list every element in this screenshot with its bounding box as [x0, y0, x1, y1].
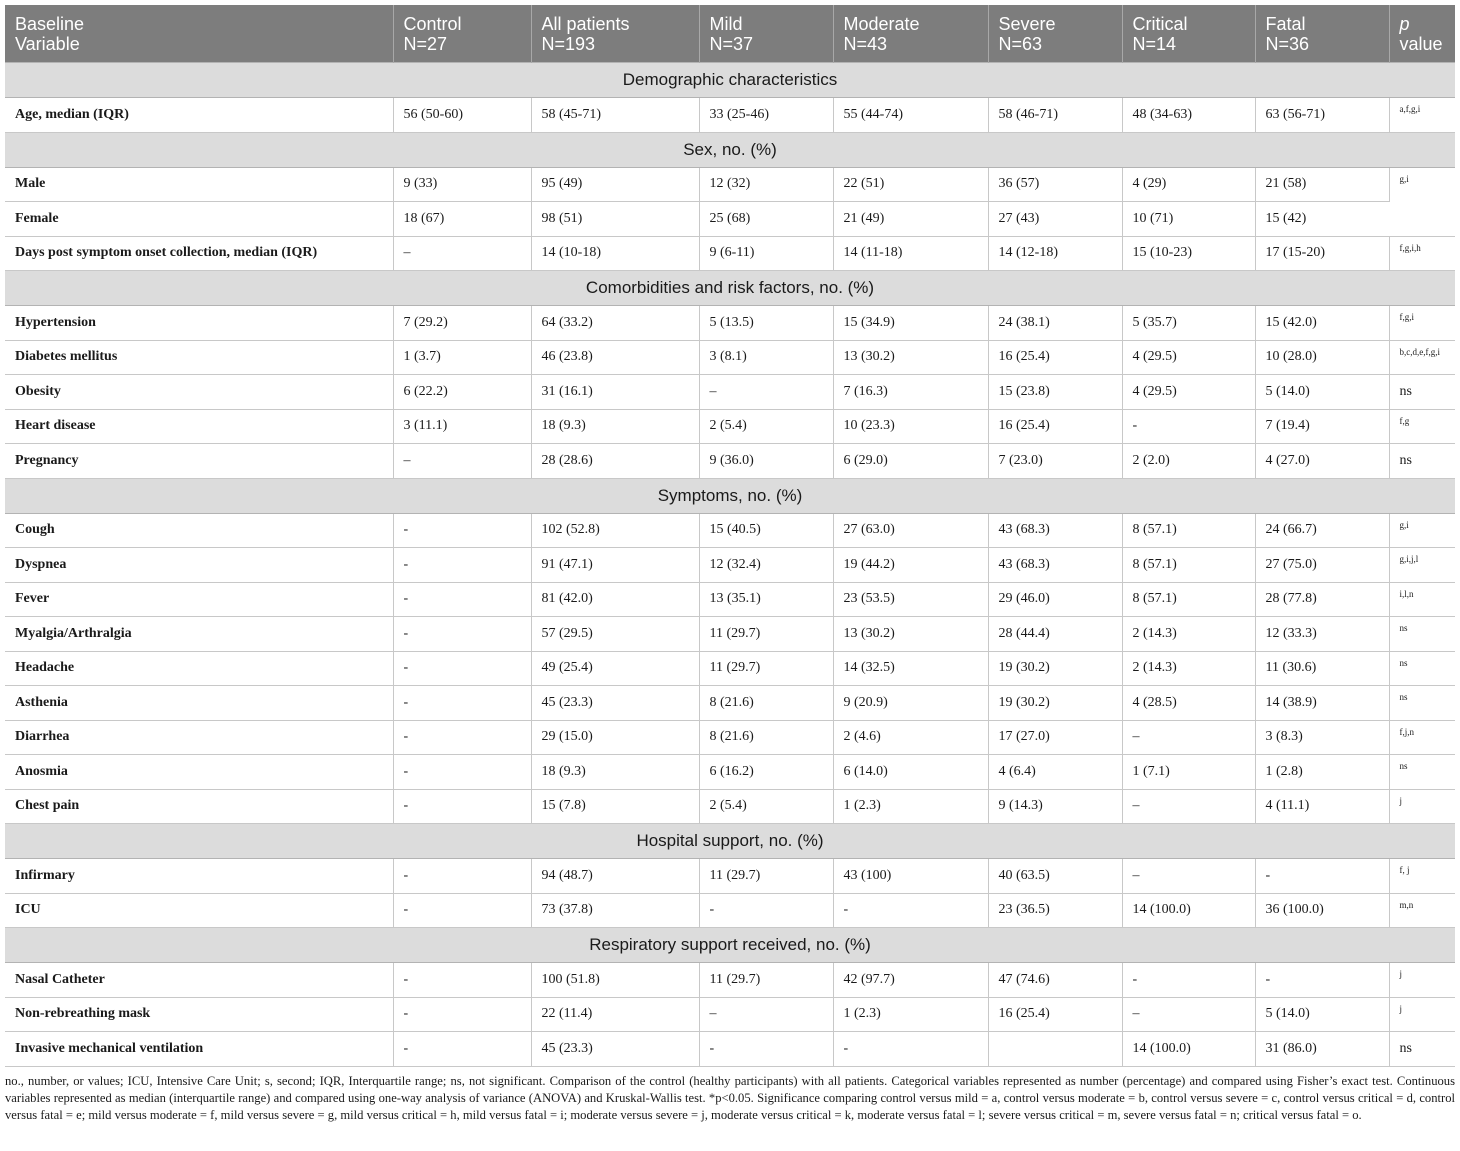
cell-fatal: 10 (28.0) — [1255, 340, 1389, 375]
p-value-text: a,f,g,i — [1399, 104, 1421, 114]
cell-severe: 36 (57) — [988, 167, 1122, 202]
cell-p-value — [1389, 306, 1455, 341]
cell-p-value — [1389, 548, 1455, 583]
p-value-text: b,c,d,e,f,g,i — [1399, 346, 1440, 357]
table-row — [5, 202, 1455, 237]
cell-p-value — [1389, 409, 1455, 444]
section-header-row — [5, 63, 1455, 98]
cell-severe: 24 (38.1) — [988, 306, 1122, 341]
section-title: Respiratory support received, no. (%) — [5, 928, 1455, 963]
cell-p-value — [1389, 789, 1455, 824]
cell-control: - — [393, 997, 531, 1032]
cell-fatal: - — [1255, 963, 1389, 998]
cell-fatal: 15 (42.0) — [1255, 306, 1389, 341]
header-moderate — [833, 5, 988, 63]
p-value-text: ns — [1399, 761, 1408, 771]
cell-severe: 16 (25.4) — [988, 409, 1122, 444]
cell-control: 3 (11.1) — [393, 409, 531, 444]
cell-mild: 11 (29.7) — [699, 651, 833, 686]
cell-critical: 10 (71) — [1122, 202, 1255, 237]
cell-variable: Days post symptom onset collection, median (IQR) — [5, 236, 393, 271]
cell-control: - — [393, 617, 531, 652]
cell-all-patients: 57 (29.5) — [531, 617, 699, 652]
cell-moderate: 14 (32.5) — [833, 651, 988, 686]
cell-moderate: 22 (51) — [833, 167, 988, 202]
cell-critical: – — [1122, 859, 1255, 894]
cell-fatal: 5 (14.0) — [1255, 375, 1389, 410]
table-row — [5, 997, 1455, 1032]
cell-variable: Diabetes mellitus — [5, 340, 393, 375]
p-value-text: m,n — [1399, 899, 1414, 910]
cell-all-patients: 100 (51.8) — [531, 963, 699, 998]
table-row — [5, 789, 1455, 824]
table-row — [5, 513, 1455, 548]
cell-moderate: 9 (20.9) — [833, 686, 988, 721]
cell-mild: 11 (29.7) — [699, 617, 833, 652]
cell-variable: Nasal Catheter — [5, 963, 393, 998]
cell-severe: 43 (68.3) — [988, 548, 1122, 583]
p-value-text: f, j — [1399, 865, 1410, 875]
cell-control: - — [393, 548, 531, 583]
table-row — [5, 236, 1455, 271]
cell-p-value — [1389, 513, 1455, 548]
header-line-2: Variable — [15, 34, 80, 54]
section-header-row — [5, 132, 1455, 167]
cell-severe: 40 (63.5) — [988, 859, 1122, 894]
cell-critical: 14 (100.0) — [1122, 1032, 1255, 1067]
cell-all-patients: 14 (10-18) — [531, 236, 699, 271]
cell-moderate: 13 (30.2) — [833, 340, 988, 375]
cell-severe: 7 (23.0) — [988, 444, 1122, 479]
cell-moderate: - — [833, 1032, 988, 1067]
cell-critical: 4 (29.5) — [1122, 375, 1255, 410]
cell-critical: 2 (14.3) — [1122, 651, 1255, 686]
cell-all-patients: 15 (7.8) — [531, 789, 699, 824]
table-body — [5, 63, 1455, 1067]
cell-variable: Hypertension — [5, 306, 393, 341]
cell-severe: 16 (25.4) — [988, 997, 1122, 1032]
cell-control: - — [393, 789, 531, 824]
cell-all-patients: 49 (25.4) — [531, 651, 699, 686]
cell-all-patients: 91 (47.1) — [531, 548, 699, 583]
cell-fatal: 27 (75.0) — [1255, 548, 1389, 583]
header-line-2: N=63 — [998, 34, 1043, 54]
cell-control: 6 (22.2) — [393, 375, 531, 410]
table-row — [5, 98, 1455, 133]
cell-all-patients: 94 (48.7) — [531, 859, 699, 894]
cell-moderate: 21 (49) — [833, 202, 988, 237]
cell-p-value — [1389, 997, 1455, 1032]
table-row — [5, 167, 1455, 202]
cell-control: – — [393, 444, 531, 479]
cell-p-value — [1389, 859, 1455, 894]
cell-all-patients: 45 (23.3) — [531, 1032, 699, 1067]
cell-severe: 14 (12-18) — [988, 236, 1122, 271]
cell-variable: Headache — [5, 651, 393, 686]
cell-critical: 1 (7.1) — [1122, 755, 1255, 790]
cell-p-value — [1389, 582, 1455, 617]
cell-fatal: 14 (38.9) — [1255, 686, 1389, 721]
cell-variable: Myalgia/Arthralgia — [5, 617, 393, 652]
table-row — [5, 755, 1455, 790]
cell-control: - — [393, 686, 531, 721]
cell-critical: 4 (29) — [1122, 167, 1255, 202]
cell-critical: 4 (29.5) — [1122, 340, 1255, 375]
cell-severe: 23 (36.5) — [988, 893, 1122, 928]
p-value-text: ns — [1399, 452, 1412, 468]
header-line-2: N=37 — [709, 34, 754, 54]
cell-fatal: 17 (15-20) — [1255, 236, 1389, 271]
cell-severe: 29 (46.0) — [988, 582, 1122, 617]
cell-critical: 2 (14.3) — [1122, 617, 1255, 652]
cell-all-patients: 18 (9.3) — [531, 755, 699, 790]
cell-critical: 2 (2.0) — [1122, 444, 1255, 479]
cell-critical: 15 (10-23) — [1122, 236, 1255, 271]
cell-critical: 8 (57.1) — [1122, 548, 1255, 583]
cell-variable: Invasive mechanical ventilation — [5, 1032, 393, 1067]
cell-fatal: 11 (30.6) — [1255, 651, 1389, 686]
cell-fatal: 28 (77.8) — [1255, 582, 1389, 617]
cell-fatal: 12 (33.3) — [1255, 617, 1389, 652]
header-line-1: Mild — [709, 14, 743, 34]
cell-variable: Infirmary — [5, 859, 393, 894]
cell-p-value — [1389, 651, 1455, 686]
cell-variable: Chest pain — [5, 789, 393, 824]
header-line-2: N=43 — [843, 34, 888, 54]
cell-moderate: 1 (2.3) — [833, 789, 988, 824]
header-critical — [1122, 5, 1255, 63]
cell-control: 7 (29.2) — [393, 306, 531, 341]
cell-control: 9 (33) — [393, 167, 531, 202]
cell-p-value — [1389, 963, 1455, 998]
p-value-text: ns — [1399, 623, 1408, 633]
cell-control: - — [393, 720, 531, 755]
cell-p-value — [1389, 1032, 1455, 1067]
cell-p-value — [1389, 340, 1455, 375]
table-header — [5, 5, 1455, 63]
cell-mild: 9 (36.0) — [699, 444, 833, 479]
cell-variable: Diarrhea — [5, 720, 393, 755]
cell-variable: Fever — [5, 582, 393, 617]
p-value-text: j — [1399, 1003, 1403, 1014]
cell-control: - — [393, 582, 531, 617]
section-header-row — [5, 824, 1455, 859]
cell-variable: Asthenia — [5, 686, 393, 721]
p-value-text: j — [1399, 795, 1403, 806]
cell-fatal: 3 (8.3) — [1255, 720, 1389, 755]
cell-all-patients: 46 (23.8) — [531, 340, 699, 375]
cell-control: - — [393, 859, 531, 894]
cell-p-value — [1389, 98, 1455, 133]
cell-moderate: 27 (63.0) — [833, 513, 988, 548]
cell-mild: 6 (16.2) — [699, 755, 833, 790]
cell-mild: 8 (21.6) — [699, 720, 833, 755]
p-value-text: ns — [1399, 692, 1408, 702]
cell-p-value — [1389, 617, 1455, 652]
cell-fatal: 36 (100.0) — [1255, 893, 1389, 928]
cell-control: - — [393, 513, 531, 548]
cell-fatal: 7 (19.4) — [1255, 409, 1389, 444]
cell-fatal: 24 (66.7) — [1255, 513, 1389, 548]
cell-mild: 3 (8.1) — [699, 340, 833, 375]
cell-fatal: 1 (2.8) — [1255, 755, 1389, 790]
cell-severe: 27 (43) — [988, 202, 1122, 237]
cell-moderate: - — [833, 893, 988, 928]
cell-severe: 15 (23.8) — [988, 375, 1122, 410]
table-row — [5, 859, 1455, 894]
cell-variable: Anosmia — [5, 755, 393, 790]
cell-all-patients: 29 (15.0) — [531, 720, 699, 755]
cell-mild: 8 (21.6) — [699, 686, 833, 721]
header-line-2: value — [1399, 34, 1443, 54]
cell-all-patients: 18 (9.3) — [531, 409, 699, 444]
cell-mild: 11 (29.7) — [699, 963, 833, 998]
cell-mild: 5 (13.5) — [699, 306, 833, 341]
cell-control: 18 (67) — [393, 202, 531, 237]
header-line-2: N=14 — [1132, 34, 1177, 54]
cell-all-patients: 31 (16.1) — [531, 375, 699, 410]
cell-mild: 2 (5.4) — [699, 409, 833, 444]
cell-moderate: 14 (11-18) — [833, 236, 988, 271]
p-value-text: g,i — [1399, 173, 1409, 184]
cell-variable: Heart disease — [5, 409, 393, 444]
p-value-text: g,i,j,l — [1399, 554, 1419, 564]
cell-all-patients: 28 (28.6) — [531, 444, 699, 479]
table-row — [5, 617, 1455, 652]
header-line-1: Critical — [1132, 14, 1188, 34]
table-row — [5, 306, 1455, 341]
header-fatal — [1255, 5, 1389, 63]
cell-p-value — [1389, 236, 1455, 271]
cell-control: - — [393, 893, 531, 928]
cell-control: - — [393, 651, 531, 686]
cell-all-patients: 45 (23.3) — [531, 686, 699, 721]
header-line-1: Control — [403, 14, 462, 34]
cell-moderate: 1 (2.3) — [833, 997, 988, 1032]
cell-all-patients: 64 (33.2) — [531, 306, 699, 341]
cell-all-patients: 58 (45-71) — [531, 98, 699, 133]
p-value-text: ns — [1399, 1040, 1412, 1056]
section-title: Comorbidities and risk factors, no. (%) — [5, 271, 1455, 306]
cell-variable: Female — [5, 202, 393, 237]
cell-control: – — [393, 236, 531, 271]
cell-fatal: 5 (14.0) — [1255, 997, 1389, 1032]
cell-all-patients: 95 (49) — [531, 167, 699, 202]
header-mild — [699, 5, 833, 63]
p-value-text: f,g — [1399, 415, 1410, 426]
table-row — [5, 409, 1455, 444]
p-value-text: g,i — [1399, 519, 1409, 530]
cell-mild: 12 (32.4) — [699, 548, 833, 583]
cell-moderate: 10 (23.3) — [833, 409, 988, 444]
cell-mild: 9 (6-11) — [699, 236, 833, 271]
cell-moderate: 2 (4.6) — [833, 720, 988, 755]
cell-severe — [988, 1032, 1122, 1067]
cell-variable: Cough — [5, 513, 393, 548]
header-variable — [5, 5, 393, 63]
cell-all-patients: 81 (42.0) — [531, 582, 699, 617]
cell-all-patients: 102 (52.8) — [531, 513, 699, 548]
table-row — [5, 582, 1455, 617]
cell-critical: 5 (35.7) — [1122, 306, 1255, 341]
cell-p-value — [1389, 444, 1455, 479]
section-title: Sex, no. (%) — [5, 132, 1455, 167]
p-value-text: f,g,i,h — [1399, 242, 1421, 253]
cell-mild: 13 (35.1) — [699, 582, 833, 617]
cell-moderate: 13 (30.2) — [833, 617, 988, 652]
cell-mild: 12 (32) — [699, 167, 833, 202]
section-header-row — [5, 928, 1455, 963]
header-row — [5, 5, 1455, 63]
section-header-row — [5, 478, 1455, 513]
cell-all-patients: 98 (51) — [531, 202, 699, 237]
table-container — [5, 5, 1455, 1124]
cell-critical: - — [1122, 963, 1255, 998]
cell-severe: 9 (14.3) — [988, 789, 1122, 824]
cell-mild: 15 (40.5) — [699, 513, 833, 548]
cell-severe: 16 (25.4) — [988, 340, 1122, 375]
header-line-1: p — [1399, 14, 1410, 34]
cell-severe: 58 (46-71) — [988, 98, 1122, 133]
table-row — [5, 444, 1455, 479]
cell-critical: – — [1122, 720, 1255, 755]
cell-critical: – — [1122, 997, 1255, 1032]
p-value-text: ns — [1399, 383, 1412, 399]
table-footnote: no., number, or values; ICU, Intensive Care Unit; s, second; IQR, Interquartile range; ns, not significant. Comparison of the control (healthy participants) with all patients. Categorical variables represented as number (percentage) and compared using Fisher’s exact test. Continuous variables represented as median (interquartile range) and compared using one-way analysis of variance (ANOVA) and Kruskal-Wallis test. *p<0.05. Significance comparing control versus mild = a, control versus moderate = b, control versus severe = c, control versus critical = d, control versus fatal = e; mild versus moderate = f, mild versus severe = g, mild versus critical = h, mild versus fatal = i; moderate versus severe = j, moderate versus critical = k, moderate versus fatal = l; severe versus critical = m, severe versus fatal = n; critical versus fatal = o. — [5, 1073, 1455, 1122]
cell-variable: Non-rebreathing mask — [5, 997, 393, 1032]
cell-control: - — [393, 963, 531, 998]
cell-all-patients: 73 (37.8) — [531, 893, 699, 928]
header-line-2: N=36 — [1265, 34, 1310, 54]
cell-moderate: 15 (34.9) — [833, 306, 988, 341]
cell-fatal: 4 (27.0) — [1255, 444, 1389, 479]
cell-mild: - — [699, 1032, 833, 1067]
cell-p-value — [1389, 375, 1455, 410]
table-row — [5, 651, 1455, 686]
cell-variable: Pregnancy — [5, 444, 393, 479]
cell-mild: 25 (68) — [699, 202, 833, 237]
cell-control: - — [393, 1032, 531, 1067]
cell-severe: 28 (44.4) — [988, 617, 1122, 652]
cell-p-value — [1389, 755, 1455, 790]
table-row — [5, 963, 1455, 998]
header-line-1: Moderate — [843, 14, 920, 34]
p-value-text: ns — [1399, 657, 1408, 668]
cell-severe: 43 (68.3) — [988, 513, 1122, 548]
cell-mild: 33 (25-46) — [699, 98, 833, 133]
p-value-text: f,g,i — [1399, 312, 1414, 322]
cell-severe: 47 (74.6) — [988, 963, 1122, 998]
cell-variable: Male — [5, 167, 393, 202]
cell-control: 1 (3.7) — [393, 340, 531, 375]
cell-moderate: 6 (14.0) — [833, 755, 988, 790]
cell-severe: 4 (6.4) — [988, 755, 1122, 790]
header-p-value — [1389, 5, 1455, 63]
section-header-row — [5, 271, 1455, 306]
header-all-patients — [531, 5, 699, 63]
cell-critical: 8 (57.1) — [1122, 582, 1255, 617]
baseline-characteristics-table — [5, 5, 1455, 1067]
cell-critical: – — [1122, 789, 1255, 824]
cell-moderate: 55 (44-74) — [833, 98, 988, 133]
cell-severe: 17 (27.0) — [988, 720, 1122, 755]
header-line-1: Baseline — [15, 14, 85, 34]
p-value-text: f,j,n — [1399, 726, 1414, 737]
cell-control: - — [393, 755, 531, 790]
header-line-2: N=27 — [403, 34, 448, 54]
cell-p-value — [1389, 167, 1455, 236]
cell-moderate: 43 (100) — [833, 859, 988, 894]
cell-fatal: 4 (11.1) — [1255, 789, 1389, 824]
cell-fatal: 15 (42) — [1255, 202, 1389, 237]
header-line-2: N=193 — [541, 34, 596, 54]
cell-variable: ICU — [5, 893, 393, 928]
cell-moderate: 7 (16.3) — [833, 375, 988, 410]
cell-critical: 4 (28.5) — [1122, 686, 1255, 721]
cell-mild: – — [699, 997, 833, 1032]
cell-moderate: 19 (44.2) — [833, 548, 988, 583]
cell-critical: 8 (57.1) — [1122, 513, 1255, 548]
cell-mild: 11 (29.7) — [699, 859, 833, 894]
cell-mild: 2 (5.4) — [699, 789, 833, 824]
cell-severe: 19 (30.2) — [988, 651, 1122, 686]
table-row — [5, 375, 1455, 410]
cell-variable: Age, median (IQR) — [5, 98, 393, 133]
cell-moderate: 6 (29.0) — [833, 444, 988, 479]
table-row — [5, 548, 1455, 583]
section-title: Symptoms, no. (%) — [5, 478, 1455, 513]
table-row — [5, 1032, 1455, 1067]
cell-severe: 19 (30.2) — [988, 686, 1122, 721]
cell-critical: 14 (100.0) — [1122, 893, 1255, 928]
cell-variable: Dyspnea — [5, 548, 393, 583]
cell-p-value — [1389, 686, 1455, 721]
header-line-1: All patients — [541, 14, 630, 34]
cell-p-value — [1389, 720, 1455, 755]
cell-all-patients: 22 (11.4) — [531, 997, 699, 1032]
cell-fatal: 63 (56-71) — [1255, 98, 1389, 133]
p-value-text: i,l,n — [1399, 588, 1414, 599]
cell-mild: – — [699, 375, 833, 410]
cell-moderate: 23 (53.5) — [833, 582, 988, 617]
table-row — [5, 893, 1455, 928]
table-row — [5, 686, 1455, 721]
table-row — [5, 720, 1455, 755]
cell-mild: - — [699, 893, 833, 928]
section-title: Hospital support, no. (%) — [5, 824, 1455, 859]
section-title: Demographic characteristics — [5, 63, 1455, 98]
cell-critical: - — [1122, 409, 1255, 444]
header-line-1: Severe — [998, 14, 1056, 34]
cell-p-value — [1389, 893, 1455, 928]
cell-fatal: 21 (58) — [1255, 167, 1389, 202]
cell-moderate: 42 (97.7) — [833, 963, 988, 998]
header-line-1: Fatal — [1265, 14, 1306, 34]
cell-fatal: - — [1255, 859, 1389, 894]
cell-critical: 48 (34-63) — [1122, 98, 1255, 133]
table-row — [5, 340, 1455, 375]
cell-fatal: 31 (86.0) — [1255, 1032, 1389, 1067]
p-value-text: j — [1399, 969, 1403, 979]
header-control — [393, 5, 531, 63]
cell-variable: Obesity — [5, 375, 393, 410]
header-severe — [988, 5, 1122, 63]
cell-control: 56 (50-60) — [393, 98, 531, 133]
